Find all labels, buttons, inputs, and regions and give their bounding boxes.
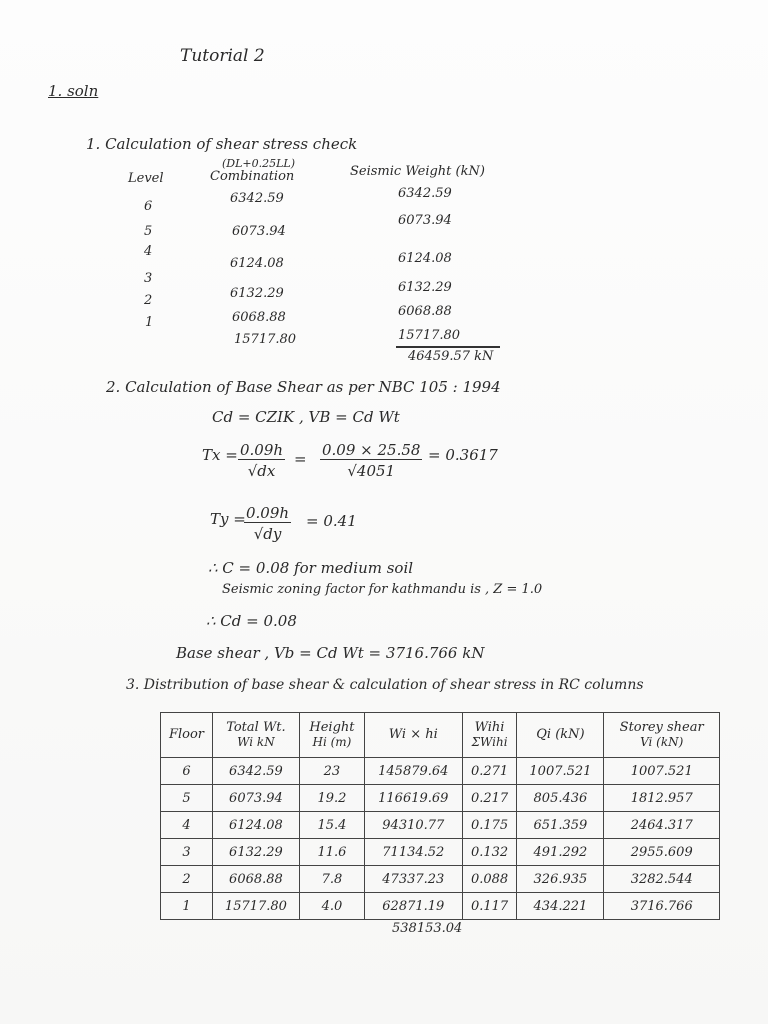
table-cell: 6124.08 [212, 812, 299, 839]
tx-denominator: √dx [247, 462, 276, 480]
combination-cell: 6073.94 [232, 224, 286, 239]
table-cell: 0.088 [462, 866, 517, 893]
table-cell: 326.935 [517, 866, 604, 893]
formula-cd-vb: Cd = CZIK , VB = Cd Wt [212, 408, 400, 426]
table-cell: 6342.59 [212, 758, 299, 785]
header-cell: Floor [161, 713, 213, 758]
table-cell: 116619.69 [364, 785, 462, 812]
table-header-row [161, 713, 720, 758]
weight-cell: 6068.88 [398, 304, 452, 319]
level-cell: 3 [144, 271, 153, 286]
sum-underline [396, 346, 500, 348]
table-cell: 4 [161, 812, 213, 839]
ty-fraction [244, 504, 291, 543]
combination-cell: 6068.88 [232, 310, 286, 325]
table-row [161, 866, 720, 893]
combination-cell: 6342.59 [230, 191, 284, 206]
level-cell: 5 [144, 224, 153, 239]
table-cell: 0.117 [462, 893, 517, 920]
table-row [161, 758, 720, 785]
header-cell: Total Wt. Wi kN [212, 713, 299, 758]
table-cell: 23 [299, 758, 364, 785]
table-cell: 19.2 [299, 785, 364, 812]
section1-total: 46459.57 kN [408, 349, 494, 364]
tx-fraction [238, 441, 285, 480]
level-cell: 4 [144, 244, 153, 259]
table-cell: 6 [161, 758, 213, 785]
tx-result: = 0.3617 [428, 446, 498, 464]
table-cell: 2 [161, 866, 213, 893]
tx-fraction-values [320, 441, 422, 480]
ty-result: = 0.41 [306, 512, 357, 530]
table-cell: 0.175 [462, 812, 517, 839]
tx-numerator: 0.09h [240, 441, 284, 459]
zoning-factor-line: Seismic zoning factor for kathmandu is , Z = 1.0 [222, 582, 543, 597]
table-cell: 62871.19 [364, 893, 462, 920]
problem-label: 1. soln [48, 82, 99, 100]
table-cell: 2955.609 [604, 839, 720, 866]
table-cell: 71134.52 [364, 839, 462, 866]
header-cell: Wihi ΣWihi [462, 713, 517, 758]
table-cell: 3282.544 [604, 866, 720, 893]
ty-denominator: √dy [253, 525, 282, 543]
c-value-line: ∴ C = 0.08 for medium soil [208, 559, 414, 577]
tx-denominator-values: √4051 [347, 462, 396, 480]
ty-lhs: Ty = [210, 510, 246, 528]
weight-cell: 6132.29 [398, 280, 452, 295]
weight-cell: 6073.94 [398, 213, 452, 228]
tx-numerator-values: 0.09 × 25.58 [322, 441, 421, 459]
page-title: Tutorial 2 [180, 46, 265, 66]
table-cell: 15.4 [299, 812, 364, 839]
cd-value-line: ∴ Cd = 0.08 [206, 612, 297, 630]
table-cell: 3716.766 [604, 893, 720, 920]
combination-cell: 6124.08 [230, 256, 284, 271]
level-cell: 2 [144, 293, 153, 308]
col-weight-header: Seismic Weight (kN) [350, 164, 485, 179]
distribution-table [160, 712, 720, 920]
table-cell: 11.6 [299, 839, 364, 866]
tx-lhs: Tx = [202, 446, 238, 464]
table-cell: 2464.317 [604, 812, 720, 839]
table-cell: 1007.521 [604, 758, 720, 785]
section3-total: 538153.04 [392, 921, 463, 936]
header-cell: Storey shear Vi (kN) [604, 713, 720, 758]
table-cell: 1812.957 [604, 785, 720, 812]
table-cell: 6073.94 [212, 785, 299, 812]
table-cell: 0.217 [462, 785, 517, 812]
table-cell: 15717.80 [212, 893, 299, 920]
col-level-header: Level [128, 171, 164, 186]
level-cell: 6 [144, 199, 153, 214]
table-cell: 4.0 [299, 893, 364, 920]
table-cell: 0.132 [462, 839, 517, 866]
table-cell: 651.359 [517, 812, 604, 839]
table-row [161, 812, 720, 839]
base-shear-line: Base shear , Vb = Cd Wt = 3716.766 kN [176, 644, 485, 662]
table-cell: 6132.29 [212, 839, 299, 866]
tx-equals: = [294, 450, 307, 468]
weight-cell: 6342.59 [398, 186, 452, 201]
combination-cell: 6132.29 [230, 286, 284, 301]
table-cell: 3 [161, 839, 213, 866]
col-combination-header: Combination [210, 169, 295, 184]
table-cell: 47337.23 [364, 866, 462, 893]
level-cell: 1 [145, 315, 154, 330]
section2-heading: 2. Calculation of Base Shear as per NBC 105 : 1994 [106, 378, 501, 396]
table-cell: 6068.88 [212, 866, 299, 893]
table-cell: 0.271 [462, 758, 517, 785]
table-cell: 94310.77 [364, 812, 462, 839]
table-cell: 491.292 [517, 839, 604, 866]
weight-cell: 15717.80 [398, 328, 461, 343]
table-cell: 434.221 [517, 893, 604, 920]
section1-heading: 1. Calculation of shear stress check [86, 135, 358, 153]
table-cell: 1007.521 [517, 758, 604, 785]
table-row [161, 785, 720, 812]
table-cell: 805.436 [517, 785, 604, 812]
table-cell: 5 [161, 785, 213, 812]
header-cell: Qi (kN) [517, 713, 604, 758]
header-cell: Wi × hi [364, 713, 462, 758]
table-row [161, 839, 720, 866]
col-combination-note: (DL+0.25LL) [222, 157, 296, 170]
table-cell: 145879.64 [364, 758, 462, 785]
combination-cell: 15717.80 [234, 332, 297, 347]
weight-cell: 6124.08 [398, 251, 452, 266]
table-cell: 1 [161, 893, 213, 920]
ty-numerator: 0.09h [246, 504, 290, 522]
table-row [161, 893, 720, 920]
table-cell: 7.8 [299, 866, 364, 893]
section3-heading: 3. Distribution of base shear & calculation of shear stress in RC columns [126, 677, 644, 693]
header-cell: Height Hi (m) [299, 713, 364, 758]
